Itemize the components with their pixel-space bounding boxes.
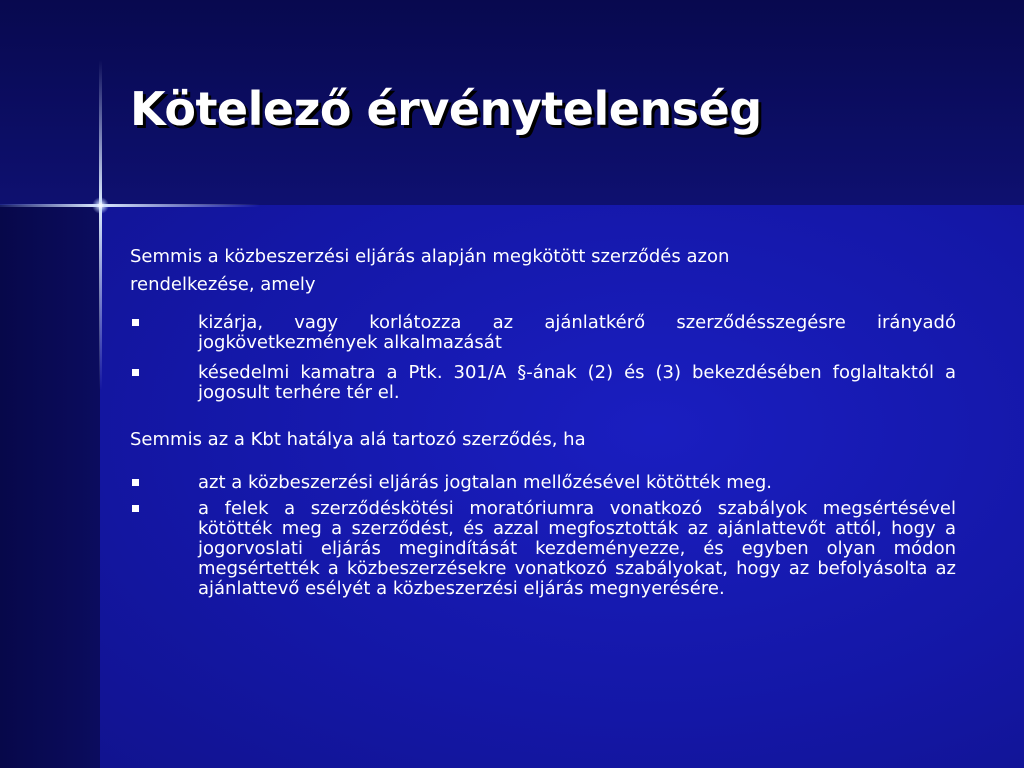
slide-title: Kötelező érvénytelenség xyxy=(130,82,762,136)
list-item xyxy=(130,499,956,599)
section2-bullet-list xyxy=(130,473,956,599)
slide-body xyxy=(130,243,956,599)
bullet-text: késedelmi kamatra a Ptk. 301/A §-ának (2) és (3) bekezdésében foglaltaktól a jogosult terhére tér el. xyxy=(198,362,956,403)
light-flare-icon xyxy=(0,204,260,207)
light-flare-core xyxy=(92,197,109,214)
list-item xyxy=(130,473,956,493)
square-bullet-icon xyxy=(132,505,139,512)
section1-intro-line2: rendelkezése, amely xyxy=(130,274,316,295)
light-flare-vertical xyxy=(99,60,102,390)
list-item xyxy=(130,363,956,403)
square-bullet-icon xyxy=(132,319,139,326)
list-item xyxy=(130,313,956,353)
section1-intro xyxy=(130,243,956,299)
section1-intro-line1: Semmis a közbeszerzési eljárás alapján megkötött szerződés azon xyxy=(130,246,730,267)
section2-intro: Semmis az a Kbt hatálya alá tartozó szerződés, ha xyxy=(130,429,586,450)
bullet-text: azt a közbeszerzési eljárás jogtalan mellőzésével kötötték meg. xyxy=(198,472,773,493)
square-bullet-icon xyxy=(132,369,139,376)
square-bullet-icon xyxy=(132,479,139,486)
bullet-text: a felek a szerződéskötési moratóriumra vonatkozó szabályok megsértésével kötötték meg a szerződést, és azzal megfosztották az ajánlattevőt attól, hogy a jogorvoslati eljárás megindítását kezdeményezze, és egyben olyan módon megsértették a közbeszerzésekre vonatkozó szabályokat, hogy az befolyásolta az ajánlattevő esélyét a közbeszerzési eljárás megnyerésére. xyxy=(198,498,956,599)
section1-bullet-list xyxy=(130,313,956,403)
bullet-text: kizárja, vagy korlátozza az ajánlatkérő szerződésszegésre irányadó jogkövetkezmények alkalmazását xyxy=(198,312,956,353)
